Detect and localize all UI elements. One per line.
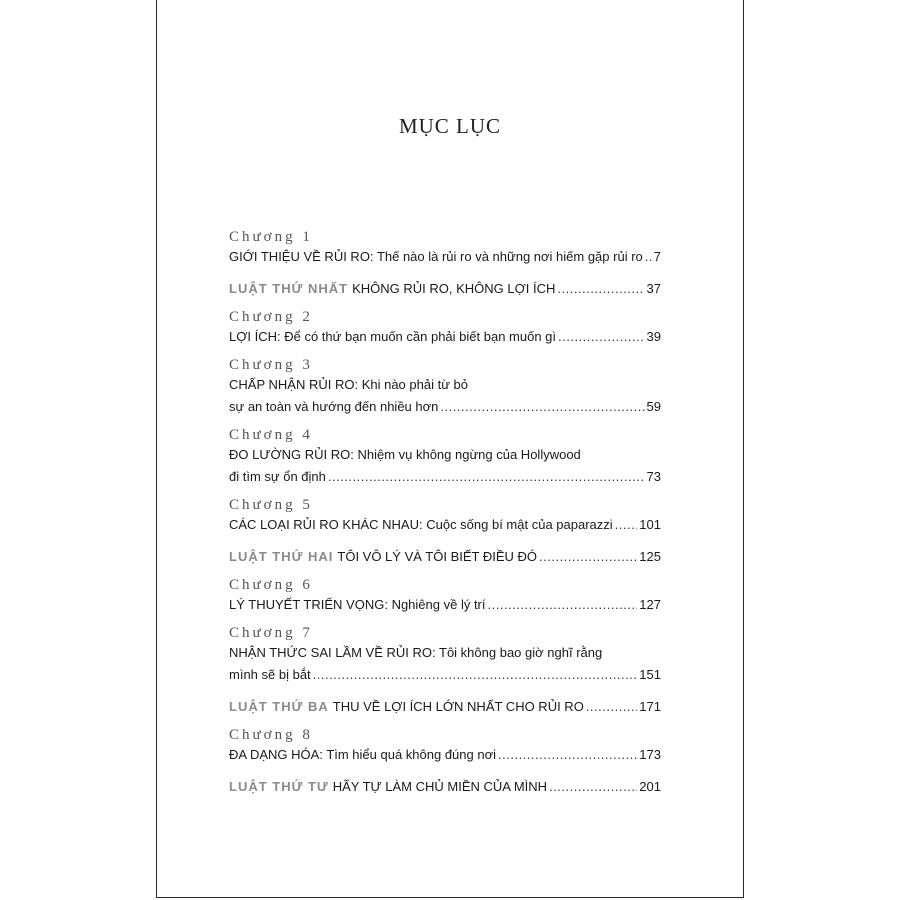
entry-heading: NHẬN THỨC SAI LẦM VỀ RỦI RO:: [229, 645, 436, 660]
entry-heading: ĐA DẠNG HÓA:: [229, 747, 323, 762]
entry-text-continued: mình sẽ bị bắt: [229, 667, 311, 682]
page-number: 125: [639, 549, 661, 564]
book-page: [156, 0, 744, 898]
leader-dots: [615, 514, 638, 536]
table-of-contents: [229, 220, 661, 798]
rule-label: LUẬT THỨ TƯ: [229, 779, 329, 794]
rule-label: LUẬT THỨ HAI: [229, 549, 334, 564]
page-number: 101: [639, 517, 661, 532]
entry-heading: LỢI ÍCH:: [229, 329, 281, 344]
toc-rule-entry[interactable]: [229, 776, 661, 798]
toc-rule-entry[interactable]: [229, 546, 661, 568]
toc-entry[interactable]: [229, 246, 661, 268]
leader-dots: [328, 466, 645, 488]
chapter-label: Chương 8: [229, 727, 313, 743]
entry-text: TÔI VÔ LÝ VÀ TÔI BIẾT ĐIỀU ĐÓ: [337, 549, 538, 564]
entry-text: Nhiệm vụ không ngừng của Hollywood: [357, 447, 581, 462]
page-number: 201: [639, 779, 661, 794]
chapter-label: Chương 6: [229, 577, 313, 593]
entry-text-continued: sự an toàn và hướng đến nhiều hơn: [229, 399, 439, 414]
entry-text: KHÔNG RỦI RO, KHÔNG LỢI ÍCH: [352, 281, 556, 296]
entry-text: THU VỀ LỢI ÍCH LỚN NHẤT CHO RỦI RO: [332, 699, 584, 714]
page-number: 39: [646, 329, 661, 344]
leader-dots: [586, 696, 637, 718]
page-number: 73: [646, 469, 661, 484]
toc-entry[interactable]: [229, 326, 661, 348]
entry-text: Nghiêng về lý trí: [391, 597, 486, 612]
toc-entry-first-line[interactable]: [229, 374, 661, 396]
rule-label: LUẬT THỨ BA: [229, 699, 329, 714]
leader-dots: [539, 546, 637, 568]
toc-entry-second-line[interactable]: [229, 396, 661, 418]
page-number: 151: [639, 667, 661, 682]
entry-text-continued: đi tìm sự ổn định: [229, 469, 326, 484]
leader-dots: [549, 776, 637, 798]
chapter-label: Chương 2: [229, 309, 313, 325]
page-number: 7: [653, 249, 661, 264]
toc-entry[interactable]: [229, 514, 661, 536]
page-number: 171: [639, 699, 661, 714]
entry-text: HÃY TỰ LÀM CHỦ MIỀN CỦA MÌNH: [332, 779, 548, 794]
page-title: MỤC LỤC: [398, 114, 502, 138]
leader-dots: [313, 664, 638, 686]
leader-dots: [645, 246, 652, 268]
chapter-label: Chương 3: [229, 357, 313, 373]
toc-rule-entry[interactable]: [229, 278, 661, 300]
entry-heading: LÝ THUYẾT TRIỂN VỌNG:: [229, 597, 388, 612]
entry-heading: CHẤP NHẬN RỦI RO:: [229, 377, 359, 392]
entry-text: Khi nào phải từ bỏ: [361, 377, 468, 392]
toc-entry[interactable]: [229, 594, 661, 616]
page-number: 173: [639, 747, 661, 762]
toc-rule-entry[interactable]: [229, 696, 661, 718]
leader-dots: [558, 326, 645, 348]
entry-heading: CÁC LOẠI RỦI RO KHÁC NHAU:: [229, 517, 423, 532]
leader-dots: [488, 594, 638, 616]
toc-entry-first-line[interactable]: [229, 444, 661, 466]
entry-text: Tôi không bao giờ nghĩ rằng: [439, 645, 603, 660]
entry-heading: GIỚI THIỆU VỀ RỦI RO:: [229, 249, 374, 264]
page-number: 59: [646, 399, 661, 414]
entry-text: Để có thứ bạn muốn cần phải biết bạn muốn gì: [284, 329, 557, 344]
entry-text: Cuộc sống bí mật của paparazzi: [426, 517, 613, 532]
page-number: 37: [646, 281, 661, 296]
chapter-label: Chương 1: [229, 229, 313, 245]
entry-text: Tìm hiểu quá không đúng nơi: [326, 747, 497, 762]
leader-dots: [440, 396, 644, 418]
page-number: 127: [639, 597, 661, 612]
entry-text: Thế nào là rủi ro và những nơi hiếm gặp rủi ro: [376, 249, 643, 264]
rule-label: LUẬT THỨ NHẤT: [229, 281, 349, 296]
leader-dots: [557, 278, 644, 300]
entry-heading: ĐO LƯỜNG RỦI RO:: [229, 447, 354, 462]
chapter-label: Chương 4: [229, 427, 313, 443]
toc-entry[interactable]: [229, 744, 661, 766]
toc-entry-first-line[interactable]: [229, 642, 661, 664]
toc-entry-second-line[interactable]: [229, 664, 661, 686]
chapter-label: Chương 7: [229, 625, 313, 641]
leader-dots: [498, 744, 637, 766]
toc-entry-second-line[interactable]: [229, 466, 661, 488]
chapter-label: Chương 5: [229, 497, 313, 513]
